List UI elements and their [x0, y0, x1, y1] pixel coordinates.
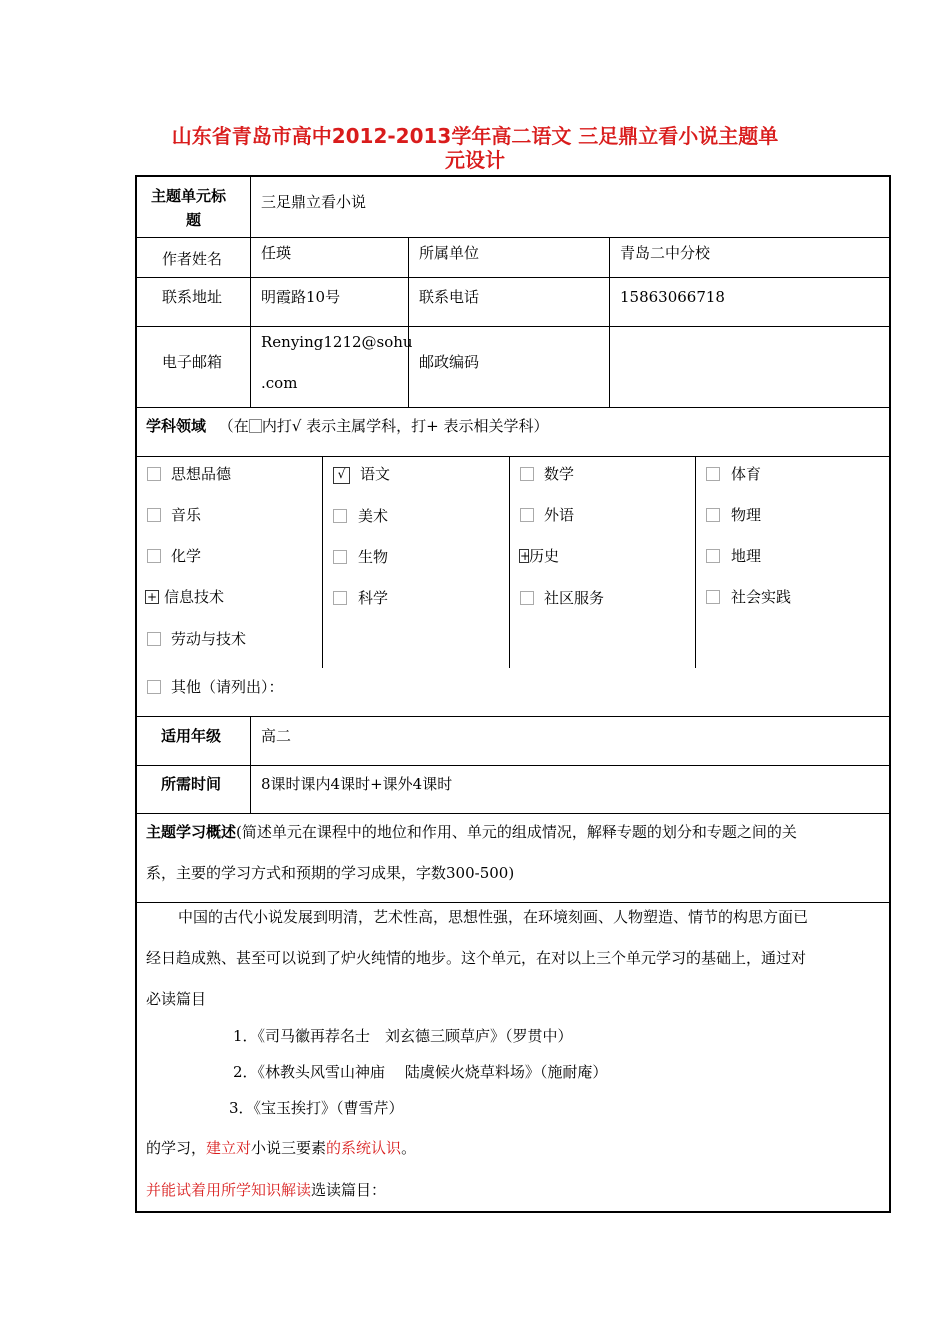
subject-physics: 物理	[731, 506, 762, 524]
checkbox-community[interactable]	[520, 591, 534, 605]
col-divider	[250, 716, 251, 813]
s1-part-b: 建立对	[206, 1139, 252, 1157]
subject-math: 数学	[544, 465, 575, 483]
author-label: 作者姓名	[162, 250, 223, 268]
overview-sentence-1	[146, 1138, 416, 1158]
subject-science: 科学	[358, 589, 389, 607]
time-label: 所需时间	[161, 775, 222, 793]
s1-part-c: 小说三要素	[251, 1139, 327, 1157]
checkbox-other[interactable]	[147, 680, 161, 694]
subject-chinese: 语文	[360, 465, 391, 483]
row-divider	[137, 813, 889, 814]
subject-history: 历史	[529, 547, 560, 565]
col-divider	[408, 237, 409, 407]
s2-part-b: 选读篇目：	[311, 1181, 387, 1199]
subject-col-divider	[322, 456, 323, 668]
checkbox-physics[interactable]	[706, 508, 720, 522]
postcode-label: 邮政编码	[419, 353, 480, 371]
checkbox-chemistry[interactable]	[147, 549, 161, 563]
checkbox-history[interactable]: +	[520, 549, 531, 563]
col-divider	[609, 237, 610, 407]
checkbox-geography[interactable]	[706, 549, 720, 563]
row-divider	[137, 407, 889, 408]
subject-area-note: （在	[218, 417, 249, 435]
overview-label: 主题学习概述	[146, 823, 237, 841]
overview-desc-line-2: 系，主要的学习方式和预期的学习成果，字数300-500)	[146, 864, 515, 882]
required-reading-2: 2．《林教头风雪山神庙 陆虞候火烧草料场》（施耐庵）	[233, 1063, 608, 1081]
subject-area-header	[146, 416, 548, 436]
title-line-1: 山东省青岛市高中2012-2013学年高二语文 三足鼎立看小说主题单	[171, 124, 779, 148]
checkbox-ideology[interactable]	[147, 467, 161, 481]
overview-para-line-2: 经日趋成熟、甚至可以说到了炉火纯情的地步。这个单元，在对以上三个单元学习的基础上，通过对	[146, 949, 807, 967]
subject-area-label: 学科领域	[146, 417, 207, 435]
subject-chemistry: 化学	[171, 547, 202, 565]
row-divider	[137, 902, 889, 903]
required-reading-3: 3．《宝玉挨打》（曹雪芹）	[229, 1099, 404, 1117]
checkbox-art[interactable]	[333, 509, 347, 523]
email-value-line-2: .com	[261, 374, 298, 392]
s2-part-a: 并能试着用所学知识解读	[146, 1181, 312, 1199]
page-title	[135, 124, 815, 172]
checkbox-music[interactable]	[147, 508, 161, 522]
s1-part-e: 。	[401, 1139, 417, 1157]
col-divider	[250, 177, 251, 407]
phone-label: 联系电话	[419, 288, 480, 306]
checkbox-chinese[interactable]: √	[333, 467, 350, 484]
email-label: 电子邮箱	[162, 353, 223, 371]
subject-labor: 劳动与技术	[171, 630, 247, 648]
subject-geography: 地理	[731, 547, 762, 565]
subject-social-practice: 社会实践	[731, 588, 792, 606]
subject-community: 社区服务	[544, 589, 605, 607]
phone-value: 15863066718	[620, 288, 725, 306]
s1-part-a: 的学习，	[146, 1139, 207, 1157]
theme-label-line-2: 题	[186, 211, 202, 229]
subject-ideology: 思想品德	[171, 465, 232, 483]
email-value-line-1: Renying1212@sohu	[261, 333, 413, 351]
subject-it: 信息技术	[164, 588, 225, 606]
time-value: 8课时课内4课时+课外4课时	[261, 775, 453, 793]
required-reading-1: 1．《司马徽再荐名士 刘玄德三顾草庐》（罗贯中）	[233, 1027, 573, 1045]
overview-desc-line-1: (简述单元在课程中的地位和作用、单元的组成情况，解释专题的划分和专题之间的关	[236, 823, 797, 841]
checkbox-math[interactable]	[520, 467, 534, 481]
theme-label-line-1: 主题单元标	[151, 187, 227, 205]
subject-area-note-2: 内打√ 表示主属学科，打+ 表示相关学科）	[261, 417, 549, 435]
unit-design-table	[135, 175, 891, 1213]
checkbox-pe[interactable]	[706, 467, 720, 481]
overview-para-line-1: 中国的古代小说发展到明清，艺术性高，思想性强，在环境刻画、人物塑造、情节的构思方面已	[178, 908, 809, 926]
legend-checkbox-icon	[249, 419, 262, 433]
subject-art: 美术	[358, 507, 389, 525]
author-value: 任瑛	[261, 244, 292, 262]
grade-value: 高二	[261, 727, 292, 745]
address-value: 明霞路10号	[261, 288, 341, 306]
subject-pe: 体育	[731, 465, 762, 483]
unit-value: 青岛二中分校	[620, 244, 711, 262]
subject-other: 其他（请列出）：	[171, 678, 284, 696]
checkbox-labor[interactable]	[147, 632, 161, 646]
overview-sentence-2	[146, 1180, 386, 1200]
subject-foreign-language: 外语	[544, 506, 575, 524]
checkbox-biology[interactable]	[333, 550, 347, 564]
subject-biology: 生物	[358, 548, 389, 566]
checkbox-it[interactable]: +	[146, 590, 158, 604]
row-divider	[137, 456, 889, 457]
subject-music: 音乐	[171, 506, 202, 524]
address-label: 联系地址	[162, 288, 223, 306]
grade-label: 适用年级	[161, 727, 222, 745]
title-line-2: 元设计	[445, 148, 505, 172]
subject-col-divider	[509, 456, 510, 668]
checkbox-social-practice[interactable]	[706, 590, 720, 604]
overview-para-line-3: 必读篇目	[146, 990, 207, 1008]
overview-header	[146, 822, 797, 842]
unit-label: 所属单位	[419, 244, 480, 262]
checkbox-foreign-language[interactable]	[520, 508, 534, 522]
theme-value: 三足鼎立看小说	[261, 193, 367, 211]
s1-part-d: 的系统认识	[326, 1139, 402, 1157]
checkbox-science[interactable]	[333, 591, 347, 605]
subject-col-divider	[695, 456, 696, 668]
